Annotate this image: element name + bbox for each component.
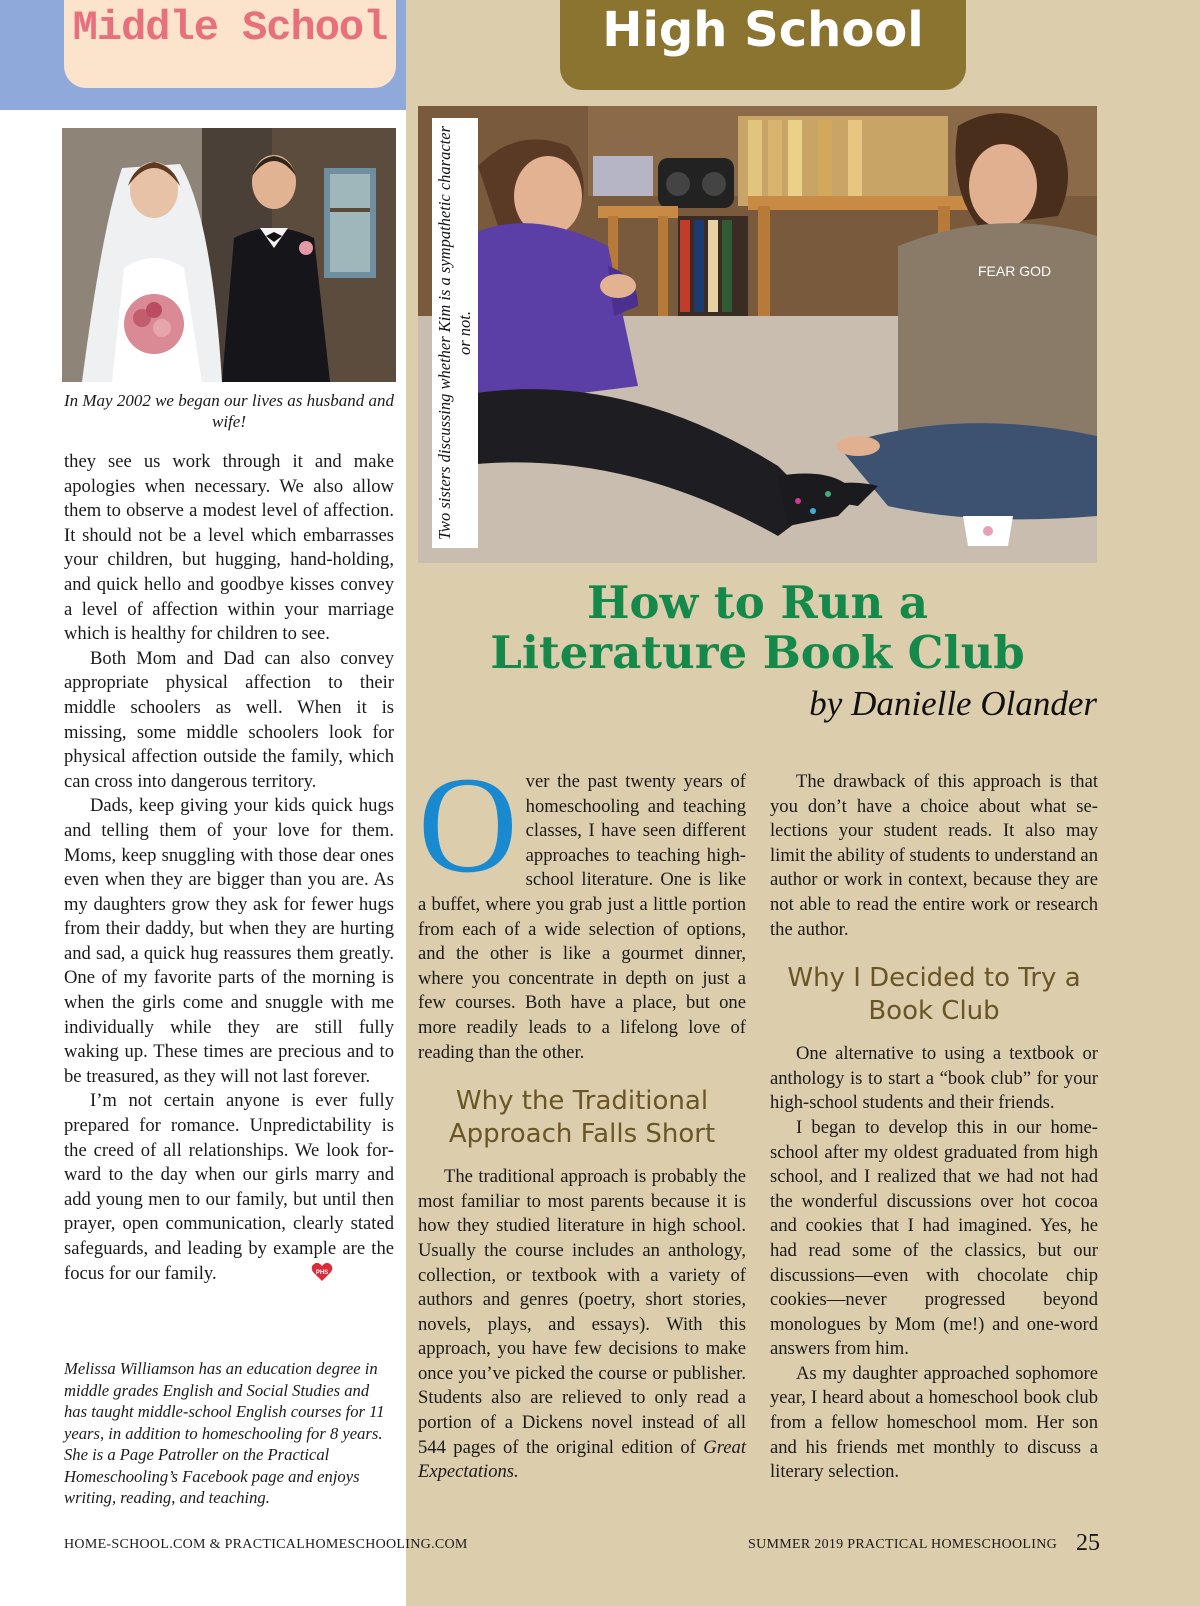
article-column-2	[770, 770, 1098, 1485]
began-paragraph: I began to develop this in our homeschool after my oldest graduated from high school, and I realized that we had not had the wonderful discussions over hot cocoa and cookies that I had imagined. Yes, he had read some of the classics, but our discussions—even with chocolate chip cookies—never progressed beyond monologues by Mom (me!) and one-word answers from him.	[770, 1116, 1098, 1360]
left-paragraph-4	[64, 1089, 394, 1286]
author-bio: Melissa Williamson has an education degree in middle grades English and Social Studies and has taught middle-school English courses for 11 years, in addition to homeschooling for 8 years. She is a Page Patroller on the Practical Homeschooling’s Facebook page and enjoys writing, reading, and teaching.	[64, 1359, 385, 1507]
article-title	[418, 578, 1097, 678]
left-paragraph-2: Both Mom and Dad can also convey appropriate physical affection to their middle schoolers as well. When it is missing, some middle schoolers look for physical affection outside the family, which can cross into dangerous territory.	[64, 647, 394, 792]
intro-text: ver the past twenty years of homeschooling and teaching classes, I have seen different approaches to teaching high-school literature. One is like a buffet, where you grab just a little portion from each of a wide selection of options, and the other is like a gourmet dinner, where you concentrate in depth on just a few courses. Both have a place, but one more readily leads to a lifelong love of reading than the other.	[418, 771, 746, 1063]
traditional-approach-text: The traditional approach is probably the most familiar to most parents because it is how they studied literature in high school. Usually the course includes an anthology, collection, or textbook with a variety of authors and genres (poetry, short stories, novels, plays, and essays). With this approach, you have few decisions to make once you’ve picked the course or publisher. Students also are relieved to only read a portion of a Dickens novel instead of all 544 pages of the original edition of	[418, 1166, 746, 1458]
wedding-photo	[62, 128, 396, 382]
left-paragraph-3: Dads, keep giving your kids quick hugs and telling them of your love for them. Moms, keep snuggling with those dear ones even when they are bigger than you are. As my daughters grow they ask for fewer hugs from their daddy, but when they are hurting and sad, a quick hug reassures them greatly. One of my favorite parts of the morning is when the girls come and snuggle with me individually while they are still fully waking up. These times are precious and to be treasured, as they will not last forever.	[64, 795, 394, 1087]
article-title-line-1: How to Run a	[586, 576, 929, 629]
great-expectations-title: Great Expectations.	[418, 1436, 746, 1483]
intro-paragraph	[418, 748, 746, 1065]
middle-school-tab	[64, 0, 396, 88]
middle-school-tab-label: Middle School	[72, 4, 388, 52]
wedding-photo-caption: In May 2002 we began our lives as husband and wife!	[63, 391, 395, 431]
book-club-photo-caption-text: Two sisters discussing whether Kim is a sympathetic character or not.	[435, 126, 474, 541]
left-paragraph-4-text: I’m not certain anyone is ever fully prepared for romance. Unpredictability is the creed of all relationships. We look forward to the day when our girls marry and add young men to our family, but until then prayer, open communication, clearly stated safeguards, and leading by example are the focus for our family.	[64, 1090, 394, 1284]
subhead-traditional-approach: Why the Traditional Approach Falls Short	[448, 1086, 716, 1150]
article-title-line-2: Literature Book Club	[490, 626, 1025, 679]
middle-school-article-text	[64, 450, 394, 1286]
footer-issue: SUMMER 2019 PRACTICAL HOMESCHOOLING	[748, 1537, 1058, 1552]
sophomore-paragraph: As my daughter approached sophomore year, I heard about a homeschool book club from a fellow homeschool mom. Her son and his friends met monthly to discuss a literary selection.	[770, 1362, 1098, 1483]
high-school-tab	[560, 0, 966, 90]
alternative-paragraph: One alternative to using a textbook or anthology is to start a “book club” for your high-school students and their friends.	[770, 1043, 1098, 1114]
traditional-approach-paragraph	[418, 1165, 746, 1485]
phs-heart-end-mark	[285, 1262, 328, 1282]
drop-cap: O	[418, 748, 518, 901]
phs-end-mark-text: PHS	[315, 1269, 328, 1276]
drawback-paragraph: The drawback of this approach is that you don’t have a choice about what selections your student reads. It also may limit the ability of students to understand an author or work in context, because they are not able to read the entire work or research the author.	[770, 771, 1098, 940]
book-club-photo	[418, 106, 1097, 563]
page-number: 25	[1076, 1530, 1100, 1556]
article-column-1	[418, 748, 746, 1485]
left-paragraph-1: they see us work through it and make apologies when necessary. We also allow them to observe a modest level of affection. It should not be a level which embarrasses your children, but hugging, hand-holding, and quick hello and goodbye kisses convey a level of affection within your marriage which is healthy for children to see.	[64, 451, 394, 645]
high-school-tab-label: High School	[602, 2, 924, 58]
article-byline: by Danielle Olander	[809, 684, 1097, 723]
book-club-photo-caption	[432, 118, 478, 548]
svg-text:FEAR GOD: FEAR GOD	[978, 263, 1052, 279]
subhead-book-club: Why I Decided to Try a Book Club	[787, 963, 1081, 1027]
footer-website: HOME-SCHOOL.COM & PRACTICALHOMESCHOOLING.COM	[64, 1537, 468, 1552]
